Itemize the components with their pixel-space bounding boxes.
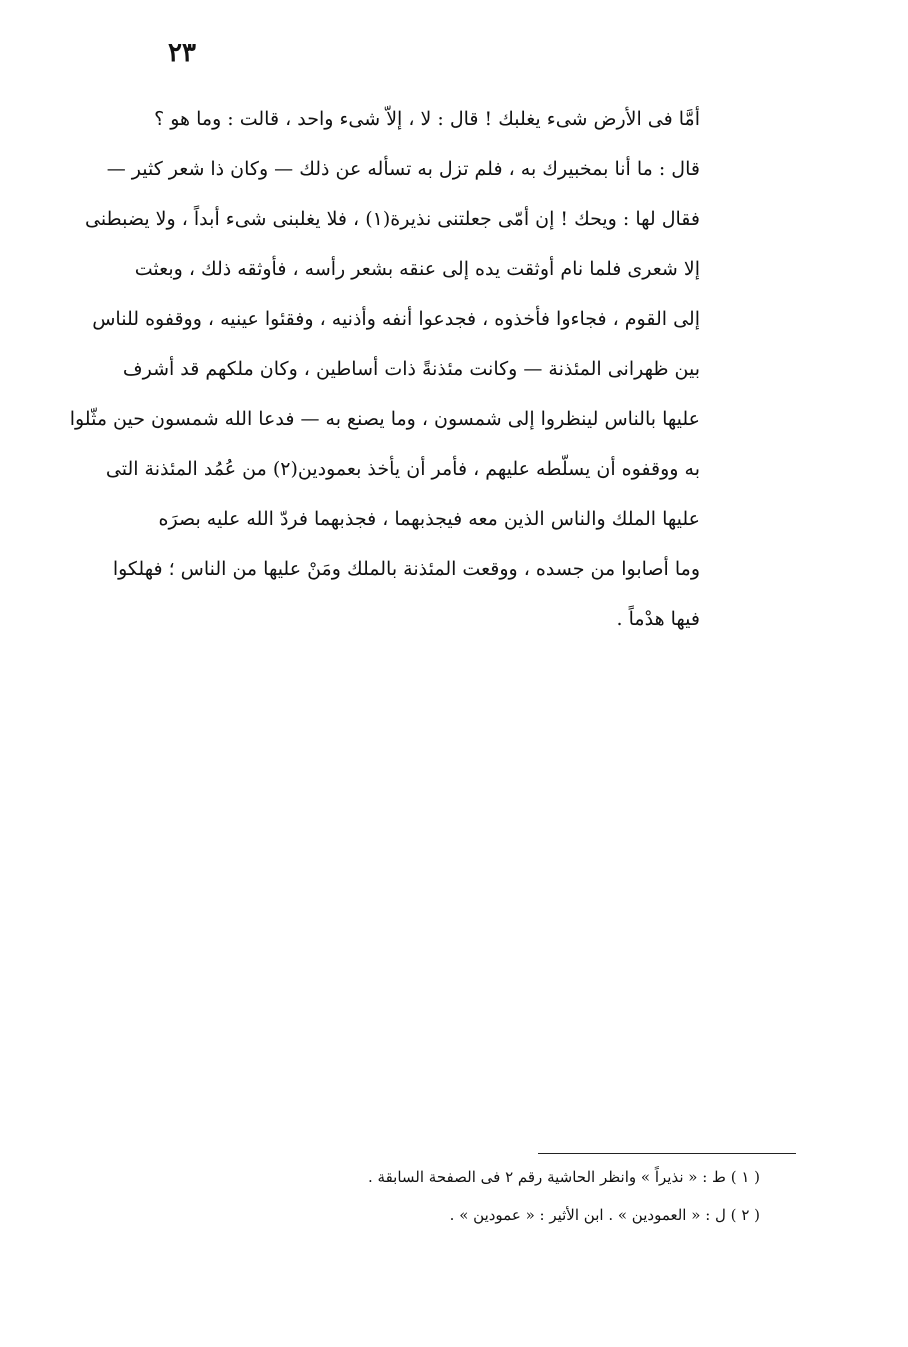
- text-line: إلا شعرى فلما نام أوثقت يده إلى عنقه بشعر رأسه ، فأوثقه ذلك ، وبعثت: [134, 258, 700, 280]
- text-line: فقال لها : ويحك ! إن أمّى جعلتنى نذيرة(١) ، فلا يغلبنى شىء أبداً ، ولا يضبطنى: [84, 208, 700, 230]
- text-line: فيها هدْماً .: [616, 608, 700, 630]
- footnote-divider: [538, 1153, 796, 1154]
- footnotes: [300, 1158, 760, 1234]
- text-line: قال : ما أنا بمخبيرك به ، فلم تزل به تسأله عن ذلك — وكان ذا شعر كثير —: [106, 158, 700, 180]
- text-line: بين ظهرانى المئذنة — وكانت مئذنةً ذات أساطين ، وكان ملكهم قد أشرف: [122, 358, 700, 380]
- body-text: [69, 94, 700, 644]
- text-line: به ووقفوه أن يسلّطه عليهم ، فأمر أن يأخذ بعمودين(٢) من عُمُد المئذنة التى: [105, 458, 700, 480]
- text-line: إلى القوم ، فجاءوا فأخذوه ، فجدعوا أنفه وأذنيه ، وفقئوا عينيه ، ووقفوه للناس: [92, 308, 700, 330]
- page-number: ٢٣: [168, 38, 196, 68]
- footnote-1: ( ١ ) ط : « نذيراً » وانظر الحاشية رقم ٢ فى الصفحة السابقة .: [368, 1168, 760, 1186]
- footnote-2: ( ٢ ) ل : « العمودين » . ابن الأثير : « عمودين » .: [449, 1206, 760, 1224]
- text-line: وما أصابوا من جسده ، ووقعت المئذنة بالملك ومَنْ عليها من الناس ؛ فهلكوا: [112, 558, 700, 580]
- text-line: عليها بالناس لينظروا إلى شمسون ، وما يصنع به — فدعا الله شمسون حين مثّلوا: [69, 408, 700, 430]
- text-line: عليها الملك والناس الذين معه فيجذبهما ، فجذبهما فردّ الله عليه بصرَه: [158, 508, 700, 530]
- text-line: أمَّا فى الأرض شىء يغلبك ! قال : لا ، إلاّ شىء واحد ، قالت : وما هو ؟: [154, 108, 700, 130]
